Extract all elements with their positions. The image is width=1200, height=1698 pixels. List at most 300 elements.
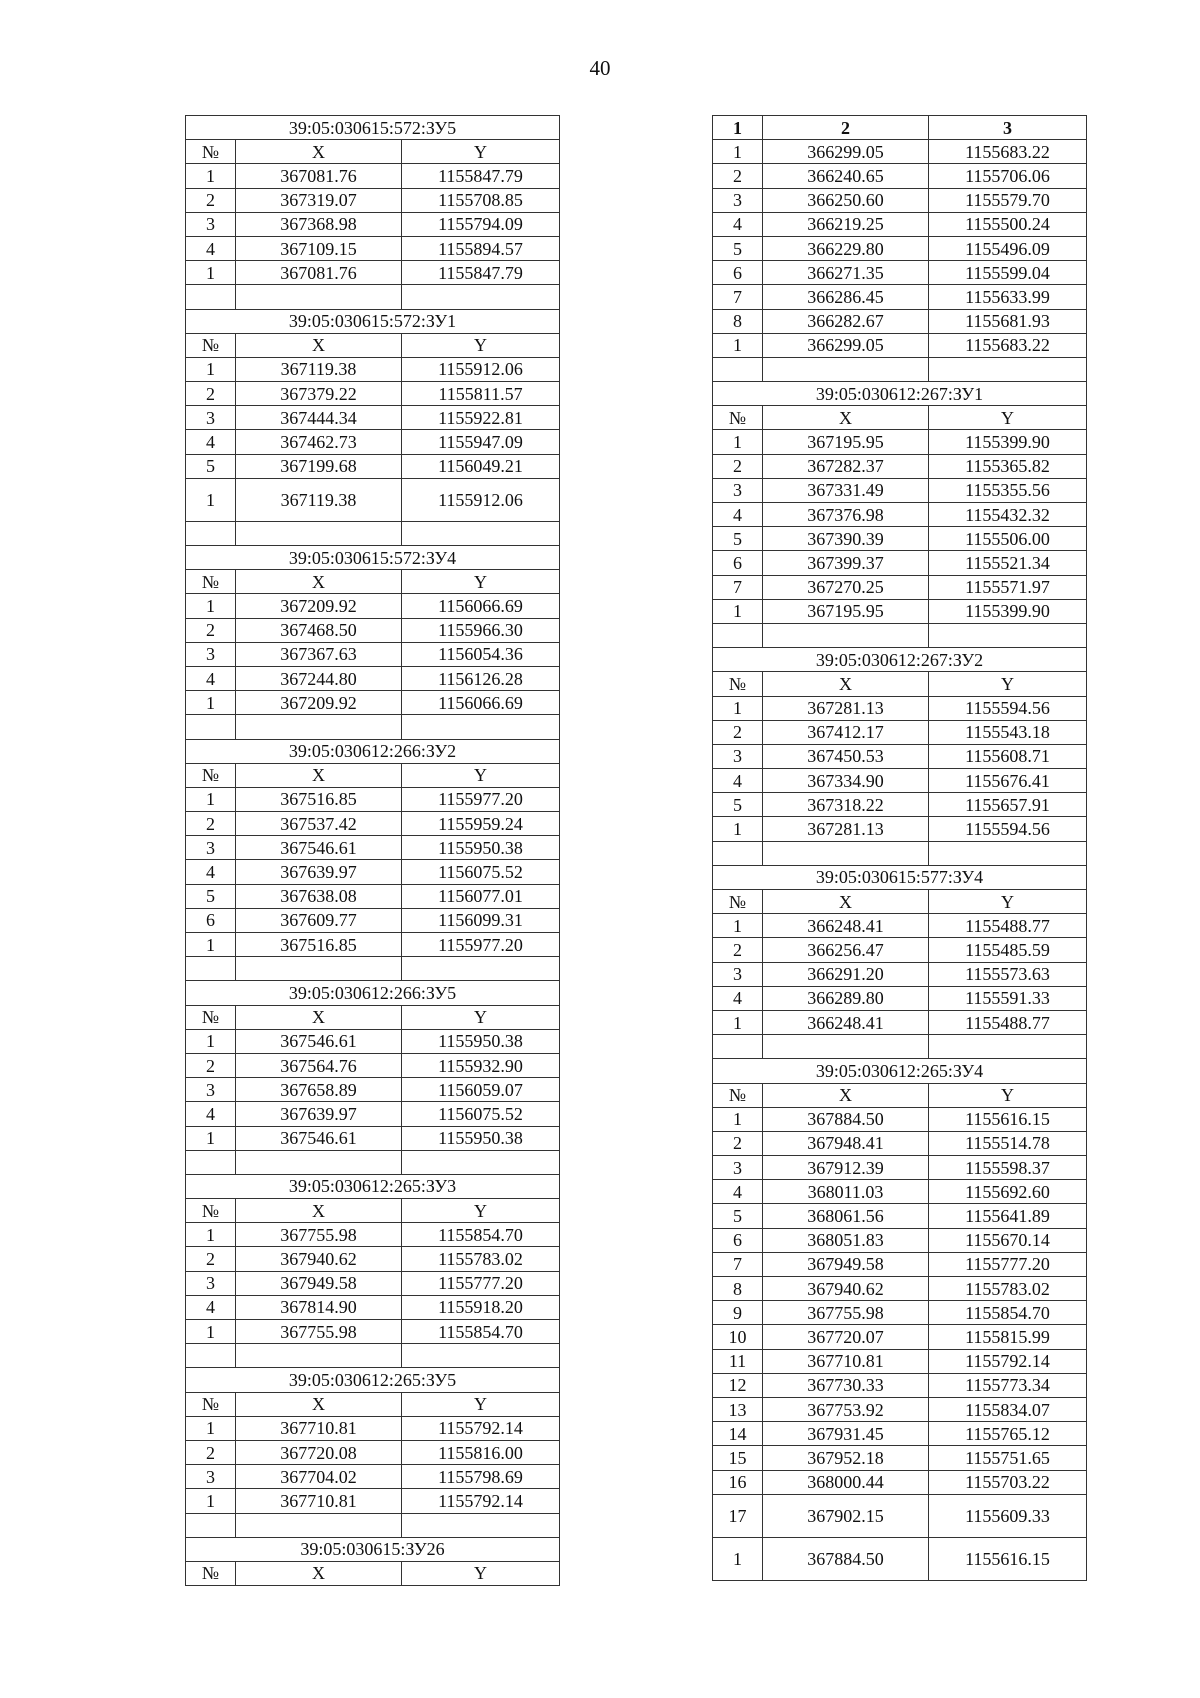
coordinate-row [713, 1228, 1087, 1252]
header-x: X [236, 1561, 402, 1585]
point-number: 1 [713, 1107, 763, 1131]
point-number: 7 [713, 285, 763, 309]
coordinate-y: 1155670.14 [929, 1228, 1087, 1252]
coordinate-x: 367884.50 [763, 1107, 929, 1131]
coordinate-y: 1156075.52 [402, 1102, 560, 1126]
blank-cell [402, 521, 560, 545]
coordinate-x: 367412.17 [763, 720, 929, 744]
point-number: 6 [713, 551, 763, 575]
blank-cell [236, 1513, 402, 1537]
coordinate-row [186, 1416, 560, 1440]
point-number: 1 [713, 333, 763, 357]
point-number: 1 [186, 1320, 236, 1344]
coordinate-x: 367704.02 [236, 1465, 402, 1489]
point-number: 1 [713, 1537, 763, 1580]
column-header-row [186, 140, 560, 164]
point-number: 1 [186, 1126, 236, 1150]
parcel-title-row [186, 739, 560, 763]
parcel-cadastral-number: 39:05:030612:266:ЗУ5 [186, 981, 560, 1005]
point-number: 1 [186, 691, 236, 715]
parcel-title-row [186, 546, 560, 570]
coordinate-y: 1155966.30 [402, 618, 560, 642]
column-header-row [186, 1199, 560, 1223]
parcel-title-row [713, 1059, 1087, 1083]
header-x: X [236, 1392, 402, 1416]
point-number: 1 [713, 817, 763, 841]
point-number: 12 [713, 1373, 763, 1397]
header-y: Y [402, 763, 560, 787]
point-number: 1 [186, 357, 236, 381]
blank-cell [402, 1344, 560, 1368]
point-number: 4 [186, 860, 236, 884]
point-number: 3 [713, 1156, 763, 1180]
coordinate-row [186, 666, 560, 690]
point-number: 5 [186, 454, 236, 478]
header-y: Y [929, 890, 1087, 914]
point-number: 2 [186, 1247, 236, 1271]
point-number: 2 [713, 164, 763, 188]
point-number: 16 [713, 1470, 763, 1494]
point-number: 2 [713, 1131, 763, 1155]
coordinate-row [713, 914, 1087, 938]
coordinate-row [186, 1029, 560, 1053]
coordinate-x: 368061.56 [763, 1204, 929, 1228]
coordinate-x: 367450.53 [763, 744, 929, 768]
blank-cell [402, 957, 560, 981]
coordinate-y: 1155591.33 [929, 986, 1087, 1010]
column-header-row [186, 763, 560, 787]
header-number: № [186, 1561, 236, 1585]
parcel-title-row [713, 382, 1087, 406]
coordinate-y: 1155432.32 [929, 503, 1087, 527]
coordinate-x: 368000.44 [763, 1470, 929, 1494]
coordinate-x: 367334.90 [763, 769, 929, 793]
coordinate-row [186, 454, 560, 478]
coordinate-x: 366299.05 [763, 333, 929, 357]
coordinate-x: 367081.76 [236, 164, 402, 188]
coordinate-y: 1155543.18 [929, 720, 1087, 744]
parcel-cadastral-number: 39:05:030615:572:ЗУ4 [186, 546, 560, 570]
coordinate-row [186, 236, 560, 260]
coordinate-row [713, 212, 1087, 236]
coordinate-y: 1155579.70 [929, 188, 1087, 212]
coordinate-row [713, 309, 1087, 333]
blank-cell [713, 1035, 763, 1059]
coordinate-x: 367940.62 [236, 1247, 402, 1271]
coordinate-row [186, 836, 560, 860]
coordinate-x: 367318.22 [763, 793, 929, 817]
point-number: 2 [186, 1053, 236, 1077]
coordinate-row [713, 696, 1087, 720]
coordinate-x: 367546.61 [236, 836, 402, 860]
coordinate-x: 367281.13 [763, 817, 929, 841]
coordinate-row [713, 261, 1087, 285]
coordinate-row [713, 1131, 1087, 1155]
coordinate-y: 1155792.14 [402, 1416, 560, 1440]
coordinate-x: 367940.62 [763, 1277, 929, 1301]
point-number: 6 [713, 261, 763, 285]
coordinate-x: 367244.80 [236, 666, 402, 690]
blank-cell [186, 521, 236, 545]
coordinate-x: 367195.95 [763, 599, 929, 623]
coordinate-x: 367755.98 [763, 1301, 929, 1325]
point-number: 2 [713, 454, 763, 478]
point-number: 7 [713, 1252, 763, 1276]
coordinate-x: 367270.25 [763, 575, 929, 599]
header-x: X [763, 406, 929, 430]
blank-cell [929, 357, 1087, 381]
parcel-title-row [186, 1537, 560, 1561]
header-x: X [763, 1083, 929, 1107]
coordinate-x: 367109.15 [236, 236, 402, 260]
blank-cell [186, 285, 236, 309]
point-number: 5 [186, 884, 236, 908]
point-number: 3 [186, 1078, 236, 1102]
coordinate-y: 1155932.90 [402, 1053, 560, 1077]
coordinate-x: 367952.18 [763, 1446, 929, 1470]
coordinate-y: 1156066.69 [402, 691, 560, 715]
coordinate-row [713, 1277, 1087, 1301]
coordinate-y: 1155485.59 [929, 938, 1087, 962]
coordinate-y: 1155783.02 [402, 1247, 560, 1271]
coordinate-x: 367537.42 [236, 812, 402, 836]
coordinate-row [186, 787, 560, 811]
coordinate-x: 367209.92 [236, 594, 402, 618]
coordinate-x: 367282.37 [763, 454, 929, 478]
coordinate-y: 1155783.02 [929, 1277, 1087, 1301]
column-number: 2 [763, 116, 929, 140]
blank-cell [186, 715, 236, 739]
coordinate-y: 1155751.65 [929, 1446, 1087, 1470]
point-number: 5 [713, 527, 763, 551]
coordinate-row [186, 357, 560, 381]
point-number: 9 [713, 1301, 763, 1325]
header-number: № [713, 1083, 763, 1107]
coordinate-row [713, 551, 1087, 575]
coordinate-row [186, 1465, 560, 1489]
coordinate-y: 1155506.00 [929, 527, 1087, 551]
point-number: 2 [186, 188, 236, 212]
coordinate-row [186, 478, 560, 521]
header-number: № [186, 570, 236, 594]
header-number: № [186, 333, 236, 357]
coordinate-row [713, 720, 1087, 744]
header-y: Y [929, 672, 1087, 696]
coordinate-x: 367949.58 [763, 1252, 929, 1276]
coordinate-row [186, 261, 560, 285]
coordinate-y: 1155792.14 [402, 1489, 560, 1513]
coordinate-y: 1155977.20 [402, 933, 560, 957]
coordinate-y: 1155399.90 [929, 430, 1087, 454]
point-number: 1 [713, 140, 763, 164]
point-number: 3 [186, 836, 236, 860]
coordinate-x: 367755.98 [236, 1320, 402, 1344]
coordinate-row [713, 333, 1087, 357]
header-x: X [236, 333, 402, 357]
coordinate-y: 1155496.09 [929, 236, 1087, 260]
blank-row [713, 1035, 1087, 1059]
blank-cell [929, 1035, 1087, 1059]
coordinate-x: 367368.98 [236, 212, 402, 236]
point-number: 4 [186, 430, 236, 454]
blank-cell [186, 957, 236, 981]
parcel-title-row [186, 1174, 560, 1198]
coordinate-x: 367720.07 [763, 1325, 929, 1349]
coordinate-x: 367658.89 [236, 1078, 402, 1102]
blank-cell [186, 1150, 236, 1174]
coordinate-y: 1155521.34 [929, 551, 1087, 575]
coordinate-x: 366282.67 [763, 309, 929, 333]
point-number: 8 [713, 1277, 763, 1301]
coordinate-y: 1155815.99 [929, 1325, 1087, 1349]
coordinate-y: 1155703.22 [929, 1470, 1087, 1494]
parcel-cadastral-number: 39:05:030612:265:ЗУ3 [186, 1174, 560, 1198]
coordinate-x: 366286.45 [763, 285, 929, 309]
point-number: 5 [713, 1204, 763, 1228]
coordinate-x: 368051.83 [763, 1228, 929, 1252]
point-number: 3 [713, 744, 763, 768]
coordinate-y: 1155977.20 [402, 787, 560, 811]
point-number: 4 [186, 666, 236, 690]
coordinate-x: 368011.03 [763, 1180, 929, 1204]
coordinate-y: 1155488.77 [929, 1010, 1087, 1034]
point-number: 1 [186, 1029, 236, 1053]
coordinate-y: 1156075.52 [402, 860, 560, 884]
coordinate-x: 367119.38 [236, 478, 402, 521]
header-number: № [186, 1005, 236, 1029]
coordinate-y: 1155594.56 [929, 817, 1087, 841]
coordinate-row [186, 212, 560, 236]
coordinate-x: 366256.47 [763, 938, 929, 962]
parcel-cadastral-number: 39:05:030612:267:ЗУ2 [713, 648, 1087, 672]
blank-cell [236, 1150, 402, 1174]
coordinate-x: 367710.81 [236, 1416, 402, 1440]
header-x: X [236, 1199, 402, 1223]
coordinate-x: 367516.85 [236, 787, 402, 811]
coordinate-row [713, 1325, 1087, 1349]
coordinate-row [186, 1126, 560, 1150]
coordinate-y: 1155598.37 [929, 1156, 1087, 1180]
coordinate-y: 1155854.70 [402, 1320, 560, 1344]
coordinate-y: 1155950.38 [402, 836, 560, 860]
blank-row [186, 715, 560, 739]
coordinate-x: 367319.07 [236, 188, 402, 212]
coordinate-x: 367948.41 [763, 1131, 929, 1155]
parcel-title-row [713, 648, 1087, 672]
coordinate-x: 367609.77 [236, 908, 402, 932]
coordinate-y: 1155912.06 [402, 478, 560, 521]
coordinate-row [713, 1422, 1087, 1446]
coordinate-row [713, 986, 1087, 1010]
header-x: X [763, 890, 929, 914]
blank-cell [713, 841, 763, 865]
coordinate-y: 1155608.71 [929, 744, 1087, 768]
coordinate-x: 366271.35 [763, 261, 929, 285]
coordinate-y: 1155847.79 [402, 261, 560, 285]
coordinate-x: 366229.80 [763, 236, 929, 260]
point-number: 1 [713, 1010, 763, 1034]
coordinate-y: 1155792.14 [929, 1349, 1087, 1373]
coordinate-y: 1155355.56 [929, 478, 1087, 502]
page-number: 40 [589, 56, 611, 80]
coordinate-row [713, 454, 1087, 478]
coordinate-row [186, 1247, 560, 1271]
coordinate-y: 1155950.38 [402, 1029, 560, 1053]
blank-cell [763, 357, 929, 381]
blank-cell [186, 1513, 236, 1537]
coordinate-row [186, 430, 560, 454]
coordinate-y: 1155947.09 [402, 430, 560, 454]
coordinate-x: 367638.08 [236, 884, 402, 908]
coordinate-y: 1155847.79 [402, 164, 560, 188]
coordinate-x: 367399.37 [763, 551, 929, 575]
coordinate-y: 1155854.70 [929, 1301, 1087, 1325]
coordinate-y: 1155683.22 [929, 140, 1087, 164]
parcel-title-row [186, 116, 560, 140]
point-number: 5 [713, 236, 763, 260]
blank-cell [402, 285, 560, 309]
point-number: 6 [713, 1228, 763, 1252]
blank-cell [236, 1344, 402, 1368]
coordinate-x: 367376.98 [763, 503, 929, 527]
coordinate-y: 1155500.24 [929, 212, 1087, 236]
coordinate-y: 1155514.78 [929, 1131, 1087, 1155]
coordinate-x: 367444.34 [236, 406, 402, 430]
coordinate-x: 367912.39 [763, 1156, 929, 1180]
blank-row [713, 841, 1087, 865]
coordinate-y: 1155950.38 [402, 1126, 560, 1150]
column-header-row [186, 570, 560, 594]
header-y: Y [402, 140, 560, 164]
blank-cell [186, 1344, 236, 1368]
coordinate-x: 366299.05 [763, 140, 929, 164]
blank-cell [929, 841, 1087, 865]
point-number: 3 [713, 478, 763, 502]
header-y: Y [402, 1561, 560, 1585]
coordinate-row [713, 769, 1087, 793]
coordinate-row [186, 1102, 560, 1126]
coordinate-x: 367462.73 [236, 430, 402, 454]
header-number: № [186, 1199, 236, 1223]
coordinate-y: 1156066.69 [402, 594, 560, 618]
point-number: 5 [713, 793, 763, 817]
coordinate-row [186, 642, 560, 666]
coordinate-y: 1155641.89 [929, 1204, 1087, 1228]
point-number: 2 [186, 382, 236, 406]
header-y: Y [929, 406, 1087, 430]
coordinate-row [713, 1494, 1087, 1537]
header-number: № [186, 1392, 236, 1416]
point-number: 3 [186, 212, 236, 236]
coordinate-row [713, 575, 1087, 599]
coordinate-x: 367753.92 [763, 1397, 929, 1421]
header-y: Y [402, 333, 560, 357]
coordinate-row [186, 1295, 560, 1319]
parcel-cadastral-number: 39:05:030612:266:ЗУ2 [186, 739, 560, 763]
coordinate-x: 367755.98 [236, 1223, 402, 1247]
blank-row [186, 957, 560, 981]
point-number: 1 [186, 594, 236, 618]
coordinate-y: 1155894.57 [402, 236, 560, 260]
point-number: 1 [186, 478, 236, 521]
point-number: 3 [713, 188, 763, 212]
coordinate-y: 1156059.07 [402, 1078, 560, 1102]
header-number: № [713, 672, 763, 696]
header-x: X [236, 140, 402, 164]
point-number: 4 [713, 503, 763, 527]
point-number: 4 [186, 1295, 236, 1319]
parcel-cadastral-number: 39:05:030612:265:ЗУ5 [186, 1368, 560, 1392]
coordinate-row [713, 962, 1087, 986]
blank-row [186, 1344, 560, 1368]
coordinate-x: 367546.61 [236, 1029, 402, 1053]
header-x: X [236, 570, 402, 594]
parcel-cadastral-number: 39:05:030615:572:ЗУ1 [186, 309, 560, 333]
blank-cell [402, 715, 560, 739]
coordinate-y: 1155777.20 [402, 1271, 560, 1295]
point-number: 6 [186, 908, 236, 932]
coordinate-x: 367390.39 [763, 527, 929, 551]
coordinate-y: 1155922.81 [402, 406, 560, 430]
coordinate-row [713, 1156, 1087, 1180]
point-number: 8 [713, 309, 763, 333]
coordinate-row [186, 1078, 560, 1102]
point-number: 1 [186, 1416, 236, 1440]
coordinate-y: 1155616.15 [929, 1107, 1087, 1131]
column-number-row [713, 116, 1087, 140]
coordinate-x: 367639.97 [236, 1102, 402, 1126]
coordinate-x: 366291.20 [763, 962, 929, 986]
point-number: 7 [713, 575, 763, 599]
blank-cell [763, 623, 929, 647]
coordinate-row [713, 1301, 1087, 1325]
point-number: 3 [186, 1271, 236, 1295]
coordinate-row [186, 382, 560, 406]
blank-cell [236, 285, 402, 309]
coordinate-row [186, 884, 560, 908]
header-y: Y [402, 1392, 560, 1416]
blank-row [713, 357, 1087, 381]
coordinate-row [186, 860, 560, 884]
coordinate-x: 367468.50 [236, 618, 402, 642]
point-number: 13 [713, 1397, 763, 1421]
point-number: 4 [713, 986, 763, 1010]
parcel-title-row [186, 309, 560, 333]
coordinate-x: 367902.15 [763, 1494, 929, 1537]
point-number: 2 [713, 938, 763, 962]
coordinate-x: 367564.76 [236, 1053, 402, 1077]
coordinate-x: 367119.38 [236, 357, 402, 381]
coordinate-x: 366240.65 [763, 164, 929, 188]
column-header-row [186, 1392, 560, 1416]
point-number: 1 [713, 430, 763, 454]
column-header-row [713, 1083, 1087, 1107]
column-number: 1 [713, 116, 763, 140]
coordinate-x: 367814.90 [236, 1295, 402, 1319]
coordinate-y: 1155676.41 [929, 769, 1087, 793]
coordinate-row [713, 793, 1087, 817]
coordinate-row [186, 406, 560, 430]
coordinate-row [713, 1010, 1087, 1034]
coordinate-row [186, 188, 560, 212]
coordinate-y: 1155959.24 [402, 812, 560, 836]
column-number: 3 [929, 116, 1087, 140]
parcel-title-row [186, 1368, 560, 1392]
coordinate-row [713, 817, 1087, 841]
column-header-row [186, 1005, 560, 1029]
coordinate-row [713, 599, 1087, 623]
coordinate-x: 367195.95 [763, 430, 929, 454]
